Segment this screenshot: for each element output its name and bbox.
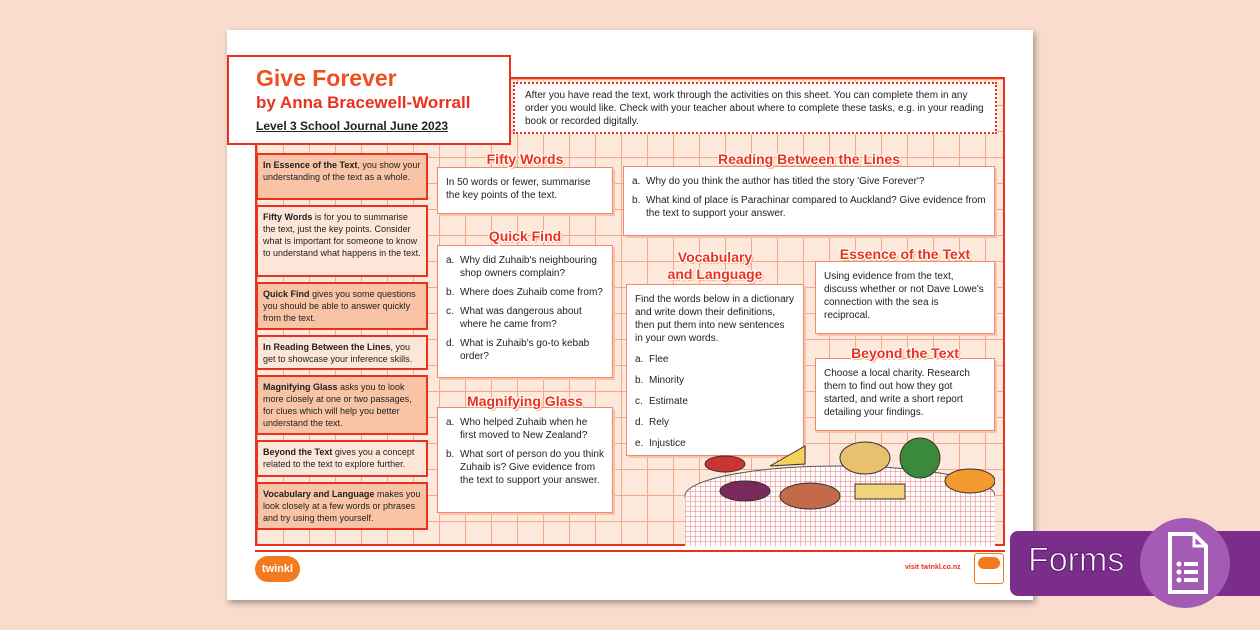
vocabulary-text: Find the words below in a dictionary and write down their definitions, then put them into new sentences in your own words. bbox=[635, 294, 794, 344]
guide-item: Fifty Words is for you to summarise the text, just the key points. Consider what is important for someone to know to understand what happens in the text. bbox=[256, 205, 428, 277]
forms-icon bbox=[1140, 518, 1230, 608]
twinkl-logo: twinkl bbox=[255, 556, 300, 582]
essence-box bbox=[815, 261, 995, 334]
subtitle: Level 3 School Journal June 2023 bbox=[256, 119, 449, 133]
essence-heading: Essence of the Text bbox=[839, 246, 971, 262]
quick-find-heading: Quick Find bbox=[488, 228, 562, 244]
question: d. What is Zuhaib's go-to kebab order? bbox=[446, 338, 590, 362]
magnifying-glass-box bbox=[437, 407, 613, 513]
beyond-text: Choose a local charity. Research them to find out how they got started, and write a short report detailing your findings. bbox=[824, 368, 970, 418]
title-box bbox=[227, 55, 511, 145]
question: b. Where does Zuhaib come from? bbox=[446, 287, 603, 298]
question: a. Why do you think the author has titled the story 'Give Forever'? bbox=[632, 176, 925, 187]
fifty-words-box bbox=[437, 167, 613, 214]
vocabulary-heading: Vocabulary and Language bbox=[667, 249, 763, 282]
question: c. What was dangerous about where he came from? bbox=[446, 306, 582, 330]
magnifying-glass-heading: Magnifying Glass bbox=[467, 393, 583, 409]
quick-find-box bbox=[437, 245, 613, 378]
author: by Anna Bracewell-Worrall bbox=[256, 93, 471, 112]
reading-between-heading: Reading Between the Lines bbox=[717, 151, 901, 167]
title: Give Forever bbox=[256, 65, 397, 91]
word: d. Rely bbox=[635, 417, 670, 428]
word: e. Injustice bbox=[635, 438, 686, 449]
guide-item: Magnifying Glass asks you to look more closely at one or two passages, for clues which will help you better understand the text. bbox=[256, 375, 428, 435]
question: b. What kind of place is Parachinar compared to Auckland? Give evidence from the text to support your answer. bbox=[632, 195, 986, 219]
word: b. Minority bbox=[635, 375, 685, 386]
footer-url[interactable]: visit twinkl.co.nz bbox=[905, 564, 961, 571]
fifty-words-heading: Fifty Words bbox=[486, 151, 564, 167]
word: a. Flee bbox=[635, 354, 669, 365]
quality-badge-icon bbox=[974, 553, 1004, 584]
reading-between-box bbox=[623, 166, 995, 236]
beyond-heading: Beyond the Text bbox=[851, 345, 959, 361]
guide-item: Quick Find gives you some questions you should be able to answer quickly from the text. bbox=[256, 282, 428, 330]
fifty-words-text: In 50 words or fewer, summarise the key points of the text. bbox=[446, 177, 591, 201]
food-table-illustration bbox=[675, 436, 995, 546]
footer-divider bbox=[255, 550, 1005, 552]
guide-item: Beyond the Text gives you a concept related to the text to explore further. bbox=[256, 440, 428, 477]
question: a. Who helped Zuhaib when he first moved to New Zealand? bbox=[446, 417, 588, 441]
vocabulary-box bbox=[626, 284, 804, 456]
intro-text: After you have read the text, work through the activities on this sheet. You can complete them in any order you would like. Check with your teacher about where to complete these tasks, e.g. in your reading book or recorded digitally. bbox=[513, 82, 997, 134]
guide-item: In Essence of the Text, you show your understanding of the text as a whole. bbox=[256, 153, 428, 200]
essence-text: Using evidence from the text, discuss whether or not Dave Lowe's connection with the sea is reciprocal. bbox=[824, 271, 984, 321]
beyond-box bbox=[815, 358, 995, 431]
guide-item: In Reading Between the Lines, you get to showcase your inference skills. bbox=[256, 335, 428, 370]
question: b. What sort of person do you think Zuhaib is? Give evidence from the text to support your answer. bbox=[446, 449, 604, 486]
word: c. Estimate bbox=[635, 396, 688, 407]
forms-label: Forms bbox=[1028, 541, 1125, 579]
question: a. Why did Zuhaib's neighbouring shop owners complain? bbox=[446, 255, 597, 279]
guide-item: Vocabulary and Language makes you look closely at a few words or phrases and try using them yourself. bbox=[256, 482, 428, 530]
